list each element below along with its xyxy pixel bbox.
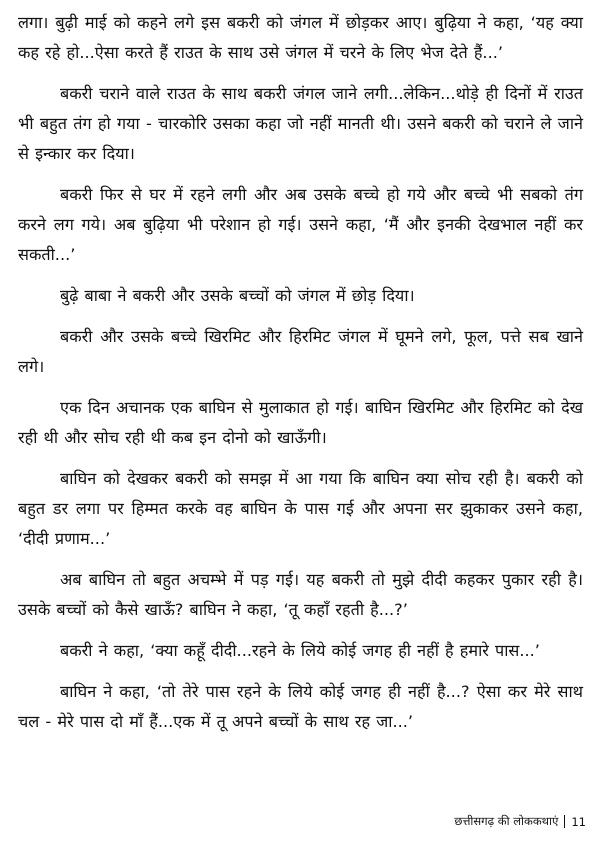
paragraph: बकरी ने कहा, ‘क्या कहूँ दीदी...रहने के लिये कोई जगह ही नहीं है हमारे पास...’ <box>60 641 540 660</box>
paragraph: एक दिन अचानक एक बाघिन से मुलाकात हो गई। बाघिन खिरमिट और हिरमिट को देख रही थी और सोच रही थी कब इन दोनो को खाऊँगी। <box>18 398 583 447</box>
paragraph: बकरी चराने वाले राउत के साथ बकरी जंगल जाने लगी...लेकिन...थोड़े ही दिनों में राउत भी बहुत तंग हो गया - चारकोरि उसका कहा जो नहीं मानती थी। उसने बकरी को चराने ले जाने से इन्कार कर दिया। <box>18 84 583 163</box>
paragraph: बाघिन ने कहा, ‘तो तेरे पास रहने के लिये कोई जगह ही नहीं है...? ऐसा कर मेरे साथ चल - मेरे पास दो माँ हैं...एक में तू अपने बच्चों के साथ रह जा...’ <box>18 682 583 731</box>
footer-divider <box>564 815 565 828</box>
story-text <box>18 8 583 748</box>
book-title: छत्तीसगढ़ की लोककथाएं <box>454 814 559 828</box>
page-footer <box>454 814 586 829</box>
paragraph: बकरी फिर से घर में रहने लगी और अब उसके बच्चे हो गये और बच्चे भी सबको तंग करने लग गये। अब बुढ़िया भी परेशान हो गई। उसने कहा, ‘मैं और इनकी देखभाल नहीं कर सकती...’ <box>18 185 583 264</box>
paragraph: बाघिन को देखकर बकरी को समझ में आ गया कि बाघिन क्या सोच रही है। बकरी को बहुत डर लगा पर हिम्मत करके वह बाघिन के पास गई और अपना सर झुकाकर उसने कहा, ‘दीदी प्रणाम...’ <box>18 469 583 548</box>
paragraph: अब बाघिन तो बहुत अचम्भे में पड़ गई। यह बकरी तो मुझे दीदी कहकर पुकार रही है। उसके बच्चों को कैसे खाऊँ? बाघिन ने कहा, ‘तू कहाँ रहती है...?’ <box>18 570 583 619</box>
page-number: 11 <box>571 814 586 829</box>
paragraph: लगा। बुढ़ी माई को कहने लगे इस बकरी को जंगल में छोड़कर आए। बुढ़िया ने कहा, ‘यह क्या कह रहे हो...ऐसा करते हैं राउत के साथ उसे जंगल में चरने के लिए भेज देते हैं...’ <box>18 13 583 62</box>
paragraph: बकरी और उसके बच्चे खिरमिट और हिरमिट जंगल में घूमने लगे, फूल, पत्ते सब खाने लगे। <box>18 327 583 376</box>
paragraph: बुढ़े बाबा ने बकरी और उसके बच्चों को जंगल में छोड़ दिया। <box>60 286 415 305</box>
